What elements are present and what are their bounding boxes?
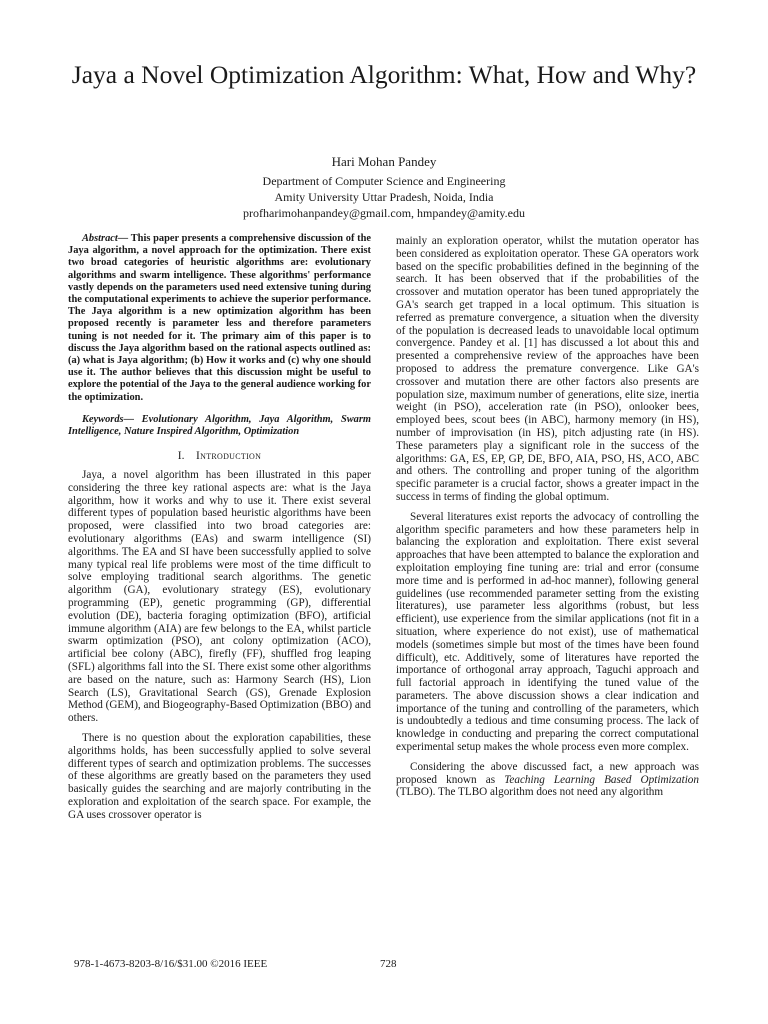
section-title: Introduction (196, 450, 262, 463)
right-paragraph-2: Several literatures exist reports the advocacy of controlling the algorithm specific parameters and how these parameters help in balancing the exploration and exploitation. There exist several approaches that have been attempted to balance the exploration and exploitation employing fine tuning are: trial and error (consume more time and is performed in ad-hoc manner), following general guidelines (use recommended parameter setting from the existing literatures), use parameter less algorithms (robust, but less efficient), use experience from the similar applications (not fit in a situation, where experience do not exist), use of mathematical models (sometimes simple but most of the times have been found difficult), etc. Additively, some of literatures have reported the importance of orthogonal array approach, Taguchi approach and full factorial approach in identifying the tuned value of the parameters. The above discussion shows a clear indication and importance of the tuning and controlling of the parameters, which is undoubtedly a tedious and time consuming process. The lack of knowledge in conducting and preparing the correct computational experimental setup makes the whole process even more complex. (396, 510, 699, 754)
keywords: Keywords— Evolutionary Algorithm, Jaya Algorithm, Swarm Intelligence, Nature Inspired Algorithm, Optimization (68, 413, 371, 438)
abstract-text: This paper presents a comprehensive discussion of the Jaya algorithm, a novel approach for the optimization. There exist two broad categories of heuristic algorithms are: evolutionary algorithms and swarm intelligence. These algorithms' performance vastly depends on the parameters used need extensive tuning during the computational experiments to achieve the superior performance. The Jaya algorithm is a new optimization algorithm has been proposed recently is parameter less and therefore parameters tuning is not needed for it. The primary aim of this paper is to discuss the Jaya algorithm based on the rational aspects outlined as: (a) what is Jaya algorithm; (b) How it works and (c) why one should use it. The author believes that this discussion might be useful to explore the potential of the Jaya to the general audience working for the optimization. (68, 233, 371, 403)
section-heading-introduction (68, 450, 371, 463)
section-number: I. (177, 450, 185, 463)
tlbo-name: Teaching Learning Based Optimization (504, 773, 699, 786)
affiliation-emails: profharimohanpandey@gmail.com, hmpandey@amity.edu (243, 206, 525, 220)
tlbo-sentence-end: (TLBO). The TLBO algorithm does not need any algorithm (396, 786, 664, 799)
intro-paragraph-1: Jaya, a novel algorithm has been illustrated in this paper considering the three key rational aspects are: what is the Jaya algorithm, how it works and why to use it. There exist several different types of population based heuristic algorithms have been proposed, were classified into two broad categories are: evolutionary algorithms (EAs) and swarm intelligence (SI) algorithms. The EA and SI have been successfully applied to solve many typical real life problems were most of the time difficult to solve employing traditional search algorithms. The genetic algorithm (GA), evolutionary strategy (ES), evolutionary programming (EP), genetic programming (GP), differential evolution (DE), bacteria foraging optimization (BFO), artificial immune algorithm (AIA) are few belongs to the EA, whilst particle swarm optimization (PSO), ant colony optimization (ACO), artificial bee colony (ABC), firefly (FF), shuffled frog leaping (SFL) algorithms fall into the SI. There exist some other algorithms are based on the nature, such as: Harmony Search (HS), Lion Search (LS), Gravitational Search (GS), Grenade Explosion Method (GEM), and Biogeography-Based Optimization (BBO) and others. (68, 469, 371, 725)
page-number: 728 (380, 958, 397, 970)
footer-isbn: 978-1-4673-8203-8/16/$31.00 ©2016 IEEE (74, 958, 268, 970)
abstract-label: Abstract— (82, 233, 129, 244)
paper-title: Jaya a Novel Optimization Algorithm: What, How and Why? (71, 60, 697, 89)
abstract (68, 233, 371, 404)
tlbo-sentence-start: Considering the above discussed fact, a new approach was proposed known as (396, 760, 699, 786)
author-name: Hari Mohan Pandey (331, 154, 437, 169)
intro-paragraph-2: There is no question about the exploration capabilities, these algorithms holds, has been successfully applied to solve several different types of search and optimization problems. The successes of these algorithms are greatly based on the parameters they used basically guides the searching and are majorly contributing in the exploration and exploitation of the search space. For example, the GA uses crossover operator is (68, 731, 371, 821)
left-column (68, 233, 371, 829)
author-affiliation (0, 173, 768, 221)
right-paragraph-3 (396, 761, 699, 799)
affiliation-department: Department of Computer Science and Engineering (262, 174, 506, 188)
right-paragraph-1: mainly an exploration operator, whilst the mutation operator has been considered as exploitation operator. These GA operators work based on the specific probabilities defined in the beginning of the search. It has been observed that if the probabilities of the crossover and mutation operator has been tuned appropriately the GA's search get trapped in a local optimum. This situation is referred as premature convergence, a situation when the diversity of the population is decreased leads to unavoidable local optimum convergence. Pandey et al. [1] has discussed a lot about this and presented a comprehensive review of the approaches have been proposed to address the premature convergence. Like GA's crossover and mutation there are other factors also presents are population size, maximum number of generations, elite size, inertia weight (in PSO), acceleration rate (in PSO), onlooker bees, employed bees, scout bees (in ABC), harmony memory (in HS), number of improvisation (in HS), pitch adjusting rate (in HS). These parameters play a significant role in the success of the algorithms: GA, ES, EP, GP, DE, BFO, AIA, PSO, HS, ACO, ABC and others. The controlling and proper tuning of the algorithm specific parameter is a crucial factor, shows a greater impact in the success in terms of finding the global optimum. (396, 235, 699, 503)
right-column (396, 235, 699, 806)
affiliation-university: Amity University Uttar Pradesh, Noida, India (274, 190, 494, 204)
